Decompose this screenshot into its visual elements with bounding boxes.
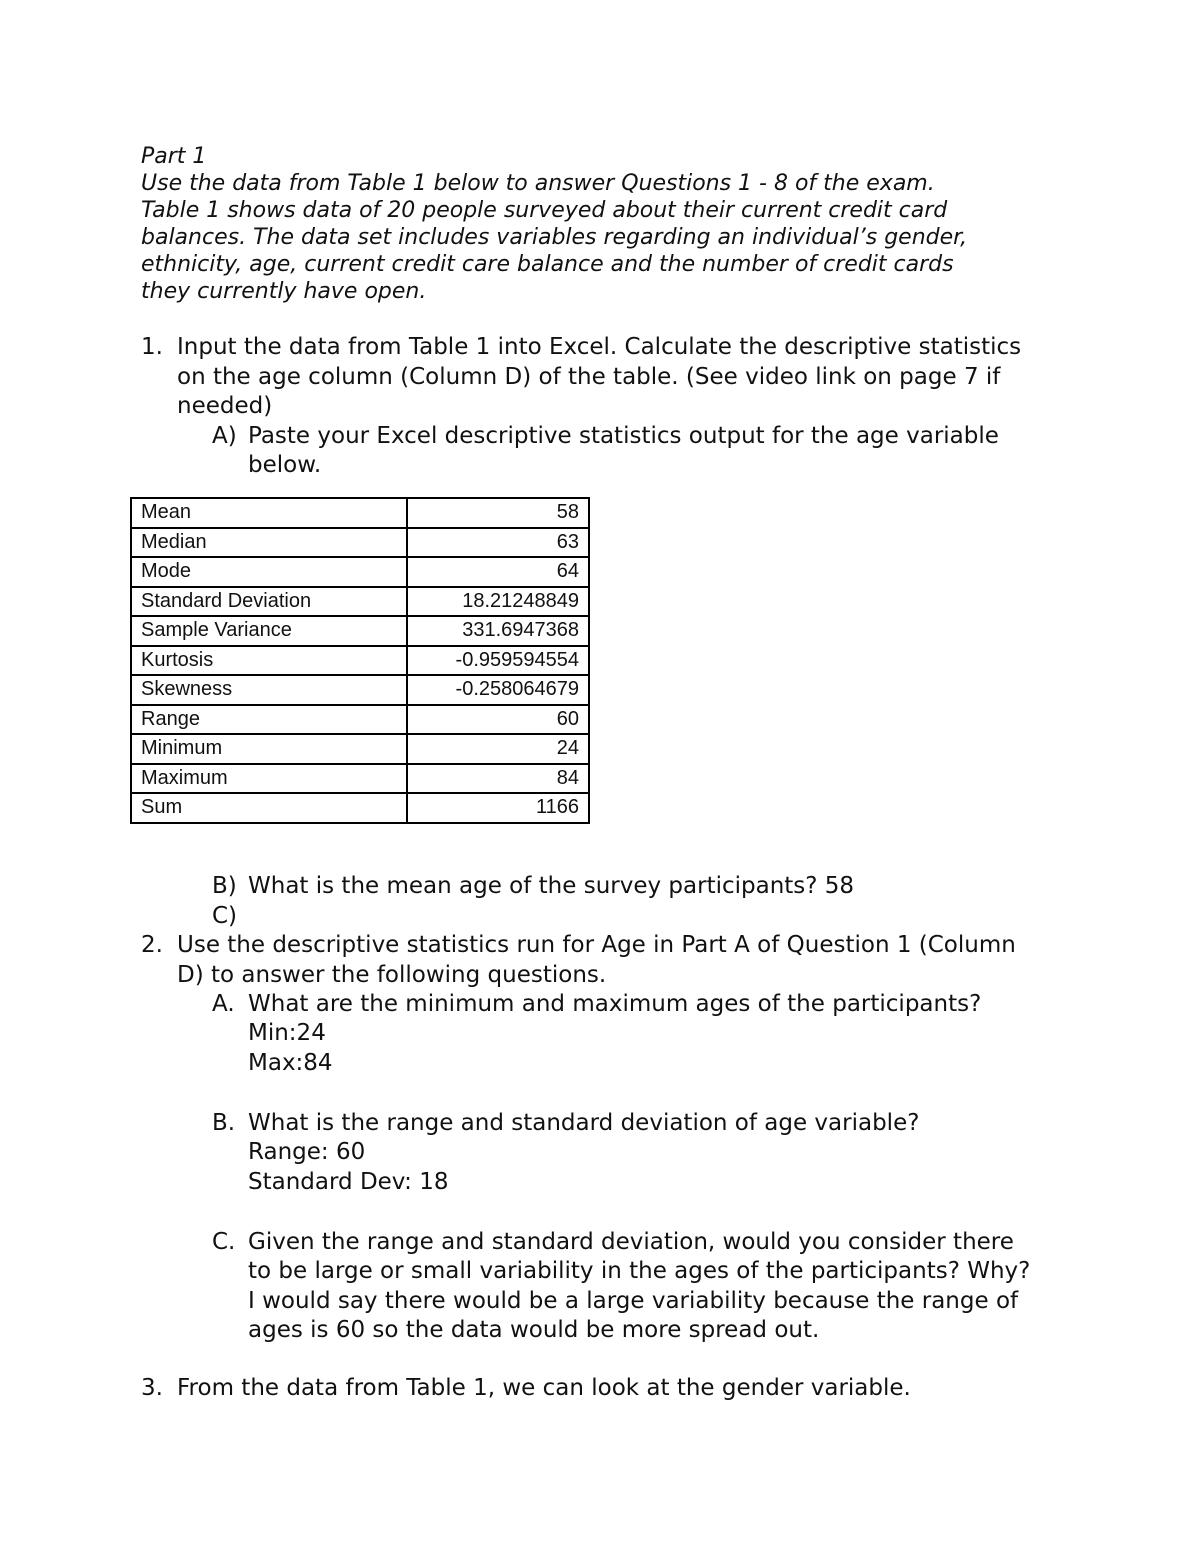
stat-name: Mean bbox=[131, 498, 407, 528]
stat-name: Skewness bbox=[131, 675, 407, 705]
sub-text: to be large or small variability in the ages of the participants? Why? bbox=[248, 1258, 1031, 1284]
stat-name: Standard Deviation bbox=[131, 587, 407, 617]
stat-name: Mode bbox=[131, 557, 407, 587]
sub-label: A. bbox=[212, 991, 235, 1017]
question-text: D) to answer the following questions. bbox=[177, 962, 607, 988]
answer-text: Range: 60 bbox=[248, 1139, 366, 1165]
stat-value: 1166 bbox=[407, 793, 589, 823]
stats-row bbox=[131, 646, 589, 676]
stat-value: 331.6947368 bbox=[407, 616, 589, 646]
part-heading: Part 1 bbox=[141, 144, 207, 169]
answer-text: Min:24 bbox=[248, 1020, 326, 1046]
question-number: 3. bbox=[141, 1375, 163, 1401]
stat-name: Median bbox=[131, 528, 407, 558]
stat-name: Minimum bbox=[131, 734, 407, 764]
stat-value: 64 bbox=[407, 557, 589, 587]
stat-value: 60 bbox=[407, 705, 589, 735]
stats-row bbox=[131, 557, 589, 587]
question-text: Use the descriptive statistics run for Age in Part A of Question 1 (Column bbox=[177, 932, 1016, 958]
question-number: 1. bbox=[141, 334, 163, 360]
sub-label: B. bbox=[212, 1110, 236, 1136]
sub-label: C. bbox=[212, 1229, 236, 1255]
answer-text: ages is 60 so the data would be more spread out. bbox=[248, 1317, 820, 1343]
answer-text: I would say there would be a large variability because the range of bbox=[248, 1288, 1019, 1314]
stat-name: Sum bbox=[131, 793, 407, 823]
stat-name: Maximum bbox=[131, 764, 407, 794]
stat-value: -0.258064679 bbox=[407, 675, 589, 705]
stat-value: 24 bbox=[407, 734, 589, 764]
intro-line: Use the data from Table 1 below to answer Questions 1 - 8 of the exam. bbox=[141, 171, 935, 196]
stat-value: 63 bbox=[407, 528, 589, 558]
intro-line: ethnicity, age, current credit care balance and the number of credit cards bbox=[141, 252, 954, 277]
question-text: needed) bbox=[177, 393, 273, 419]
answer-text: Max:84 bbox=[248, 1050, 333, 1076]
sub-text: What are the minimum and maximum ages of the participants? bbox=[248, 991, 982, 1017]
sub-text: What is the range and standard deviation of age variable? bbox=[248, 1110, 920, 1136]
sub-text: Given the range and standard deviation, would you consider there bbox=[248, 1229, 1014, 1255]
stat-value: -0.959594554 bbox=[407, 646, 589, 676]
stats-row bbox=[131, 734, 589, 764]
stat-value: 18.21248849 bbox=[407, 587, 589, 617]
stats-row bbox=[131, 764, 589, 794]
stats-row bbox=[131, 616, 589, 646]
intro-line: Table 1 shows data of 20 people surveyed about their current credit card bbox=[141, 198, 948, 223]
stat-name: Sample Variance bbox=[131, 616, 407, 646]
stat-value: 58 bbox=[407, 498, 589, 528]
stats-row bbox=[131, 528, 589, 558]
question-number: 2. bbox=[141, 932, 163, 958]
stat-name: Kurtosis bbox=[131, 646, 407, 676]
intro-line: they currently have open. bbox=[141, 279, 427, 304]
sub-label: A) bbox=[212, 423, 237, 449]
stat-name: Range bbox=[131, 705, 407, 735]
intro-line: balances. The data set includes variables regarding an individual’s gender, bbox=[141, 225, 968, 250]
question-text: on the age column (Column D) of the table. (See video link on page 7 if bbox=[177, 364, 1001, 390]
intro-paragraph bbox=[141, 143, 1141, 305]
descriptive-stats-table bbox=[130, 497, 590, 824]
stats-row bbox=[131, 587, 589, 617]
sub-text: below. bbox=[248, 452, 322, 478]
sub-label: B) bbox=[212, 873, 237, 899]
stats-row bbox=[131, 675, 589, 705]
stats-row bbox=[131, 793, 589, 823]
sub-text: Paste your Excel descriptive statistics output for the age variable bbox=[248, 423, 999, 449]
sub-label: C) bbox=[212, 903, 238, 929]
stats-row bbox=[131, 705, 589, 735]
answer-text: Standard Dev: 18 bbox=[248, 1169, 449, 1195]
stats-row bbox=[131, 498, 589, 528]
question-text: Input the data from Table 1 into Excel. Calculate the descriptive statistics bbox=[177, 334, 1022, 360]
sub-text: What is the mean age of the survey participants? 58 bbox=[248, 873, 855, 899]
stat-value: 84 bbox=[407, 764, 589, 794]
question-text: From the data from Table 1, we can look at the gender variable. bbox=[177, 1375, 911, 1401]
